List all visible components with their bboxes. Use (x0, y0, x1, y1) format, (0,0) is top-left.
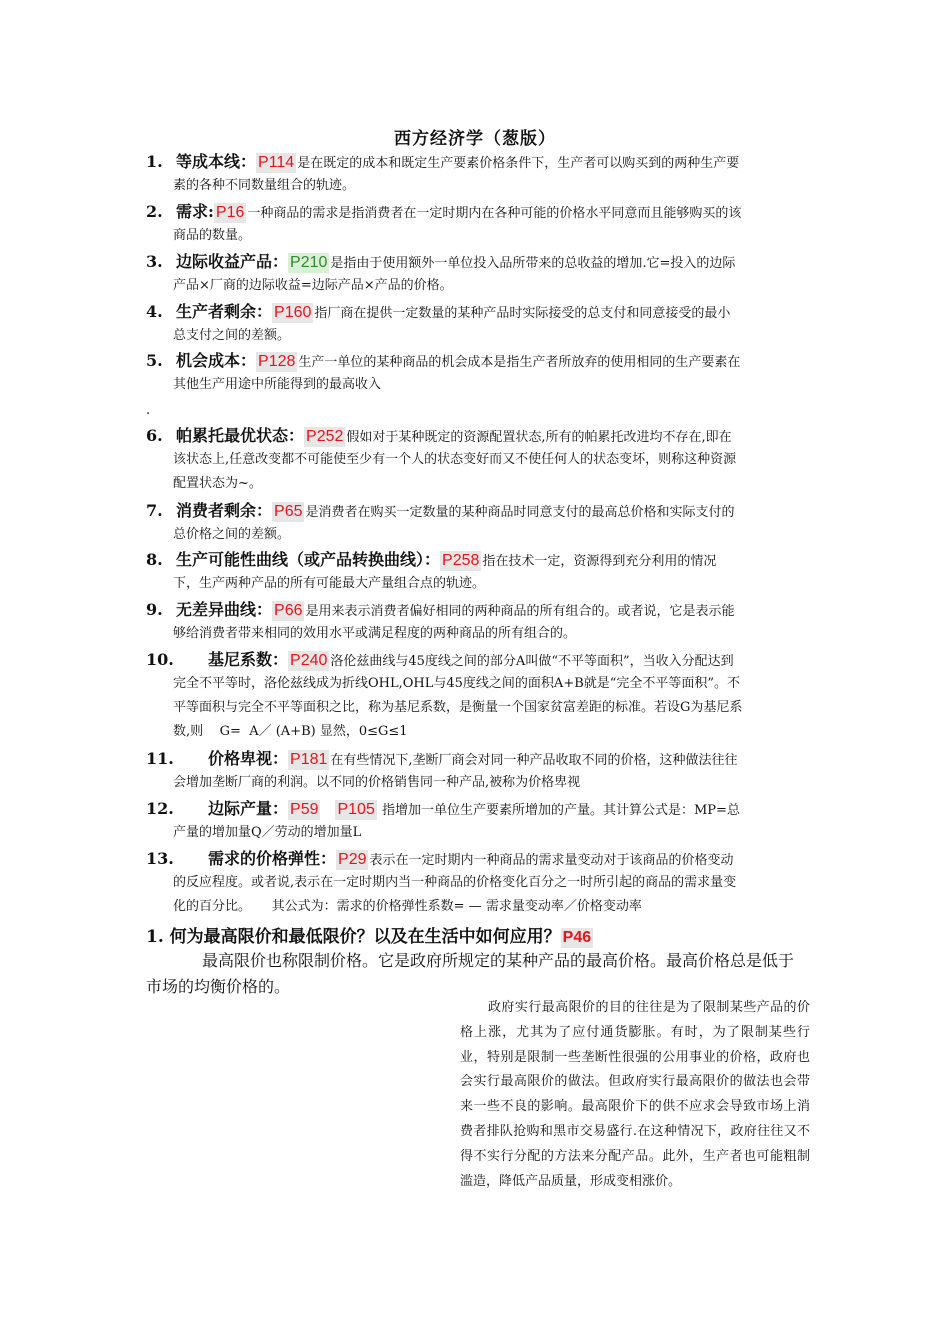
definition-first-line (146, 424, 811, 448)
answer-column: 政府实行最高限价的目的往往是为了限制某些产品的价格上涨，尤其为了应付通货膨胀。有时，为了限制某些行业，特别是限制一些垄断性很强的公用事业的价格，政府也会实行最高限价的做法。但政府实行最高限价的做法也会带来一些不良的影响。最高限价下的供不应求会导致市场上消费者排队抢购和黑市交易盛行.在这种情况下，政府往往又不得不实行分配的方法来分配产品。此外，生产者也可能粗制滥造，降低产品质量，形成变相涨价。 (460, 1000, 810, 1189)
page-reference: P128 (258, 353, 296, 370)
definition-continuation: 总支付之间的差额。 (173, 328, 291, 343)
page-reference: P240 (290, 652, 328, 669)
question-text: 何为最高限价和最低限价？以及在生活中如何应用？ (169, 927, 561, 947)
definition-continuation: 该状态上,任意改变都不可能使至少有一个人的状态变好而又不使任何人的状态变坏，则称这种资源 配置状态为~。 (173, 452, 737, 491)
definition-text: 指增加一单位生产要素所增加的产量。其计算公式是：MP=总 (377, 803, 740, 818)
definition-continuation: 素的各种不同数量组合的轨迹。 (173, 178, 356, 193)
definition-first-line (146, 499, 811, 523)
definition-text: 一种商品的需求是指消费者在一定时期内在各种可能的价格水平同意而且能够购买的该 (247, 206, 742, 221)
term-label: 边际产量： (208, 799, 289, 818)
item-number: 5. (146, 351, 163, 370)
stray-dot: . (146, 403, 151, 418)
definition-item (146, 300, 811, 348)
definition-item (146, 648, 811, 744)
definition-text: 洛伦兹曲线与45度线之间的部分A叫做“不平等面积”，当收入分配达到 (330, 654, 734, 669)
definition-continuation: 商品的数量。 (173, 228, 252, 243)
question-heading (146, 922, 594, 948)
definition-item (146, 847, 811, 919)
definition-first-line (146, 300, 811, 324)
definition-first-line (146, 250, 811, 274)
definition-first-line (146, 150, 811, 174)
term-label: 价格卑视： (208, 749, 289, 768)
item-number: 13. (146, 849, 174, 868)
item-number: 1. (146, 152, 163, 171)
item-number: 3. (146, 252, 163, 271)
definition-first-line (146, 797, 811, 821)
page-reference: P46 (562, 929, 592, 946)
item-number: 11. (146, 749, 174, 768)
page-reference: P252 (306, 428, 344, 445)
definition-first-line (146, 548, 811, 572)
definition-item (146, 424, 811, 496)
term-label: 边际收益产品： (176, 252, 289, 271)
definition-first-line (146, 847, 811, 871)
page-reference: P65 (274, 503, 303, 520)
document-title: 西方经济学（葱版） (394, 129, 556, 149)
definition-first-line (146, 349, 811, 373)
definition-continuation: 产量的增加量Q／劳动的增加量L (173, 825, 362, 840)
term-label: 基尼系数： (208, 650, 289, 669)
page-reference: P114 (258, 154, 295, 171)
item-number: 12. (146, 799, 174, 818)
definition-item (146, 250, 811, 298)
definition-text: 是用来表示消费者偏好相同的两种商品的所有组合的。或者说，它是表示能 (305, 604, 735, 619)
definition-continuation: 总价格之间的差额。 (173, 527, 291, 542)
definition-first-line (146, 200, 811, 224)
item-number: 8. (146, 550, 163, 569)
definition-continuation: 的反应程度。或者说,表示在一定时期内当一种商品的价格变化百分之一时所引起的商品的需求量变 化的百分比。 其公式为：需求的价格弹性系数= — 需求量变动率／价格变动率 (173, 875, 737, 914)
definition-text: 是在既定的成本和既定生产要素价格条件下，生产者可以购买到的两种生产要 (297, 156, 740, 171)
term-label: 需求: (176, 202, 214, 221)
definition-text: 指厂商在提供一定数量的某种产品时实际接受的总支付和同意接受的最小 (314, 306, 731, 321)
definition-item (146, 150, 811, 198)
definition-text: 在有些情况下,垄断厂商会对同一种产品收取不同的价格，这种做法往往 (330, 753, 738, 768)
definition-continuation: 完全不平等时，洛伦兹线成为折线OHL,OHL与45度线之间的面积A+B就是“完全不平等面积”。不 平等面积与完全不平等面积之比，称为基尼系数，是衡量一个国家贫富差距的标准。若设G为基尼系 数,则 G= A／ (A+B) 显然，0≤G≤1 (173, 676, 743, 739)
definition-item (146, 797, 811, 845)
definition-item (146, 548, 811, 596)
page-reference: P29 (338, 851, 367, 868)
page-reference: P160 (274, 304, 312, 321)
definition-first-line (146, 747, 811, 771)
definition-text: 生产一单位的某种商品的机会成本是指生产者所放弃的使用相同的生产要素在 (298, 355, 741, 370)
item-number: 2. (146, 202, 163, 221)
definition-continuation: 够给消费者带来相同的效用水平或满足程度的两种商品的所有组合的。 (173, 626, 577, 641)
definition-continuation: 产品×厂商的边际收益=边际产品×产品的价格。 (173, 278, 453, 293)
page-reference: P59 (290, 801, 319, 818)
definition-text: 是消费者在购买一定数量的某种商品时同意支付的最高总价格和实际支付的 (305, 505, 735, 520)
page-reference: P258 (442, 552, 480, 569)
term-label: 生产可能性曲线（或产品转换曲线）： (176, 550, 441, 569)
definition-item (146, 598, 811, 646)
definition-item (146, 200, 811, 248)
page-reference: P66 (274, 602, 303, 619)
definition-first-line (146, 648, 811, 672)
definition-item (146, 747, 811, 795)
definition-continuation: 下，生产两种产品的所有可能最大产量组合点的轨迹。 (173, 576, 486, 591)
definition-continuation: 其他生产用途中所能得到的最高收入 (173, 377, 382, 392)
term-label: 无差异曲线： (176, 600, 273, 619)
definition-text: 表示在一定时期内一种商品的需求量变动对于该商品的价格变动 (369, 853, 734, 868)
item-number: 4. (146, 302, 163, 321)
definition-item (146, 499, 811, 547)
page-reference: P105 (337, 801, 375, 818)
definition-item (146, 349, 811, 397)
definition-continuation: 会增加垄断厂商的利润。以不同的价格销售同一种产品,被称为价格卑视 (173, 775, 581, 790)
answer-paragraph: 最高限价也称限制价格。它是政府所规定的某种产品的最高价格。最高价格总是低于市场的均衡价格的。 (146, 951, 795, 996)
item-number: 9. (146, 600, 163, 619)
definition-text: 是指由于使用额外一单位投入品所带来的总收益的增加.它=投入的边际 (330, 256, 736, 271)
term-label: 机会成本： (176, 351, 257, 370)
term-label: 生产者剩余： (176, 302, 273, 321)
term-label: 消费者剩余： (176, 501, 273, 520)
question-number: 1. (146, 927, 164, 947)
page-reference: P16 (215, 204, 245, 221)
definition-first-line (146, 598, 811, 622)
page-reference: P181 (290, 751, 328, 768)
item-number: 7. (146, 501, 163, 520)
term-label: 需求的价格弹性： (208, 849, 337, 868)
term-label: 帕累托最优状态： (176, 426, 305, 445)
item-number: 10. (146, 650, 174, 669)
definition-text: 指在技术一定，资源得到充分利用的情况 (482, 554, 717, 569)
definition-text: 假如对于某种既定的资源配置状态,所有的帕累托改进均不存在,即在 (346, 430, 732, 445)
item-number: 6. (146, 426, 163, 445)
page-reference: P210 (290, 254, 328, 271)
term-label: 等成本线： (176, 152, 257, 171)
